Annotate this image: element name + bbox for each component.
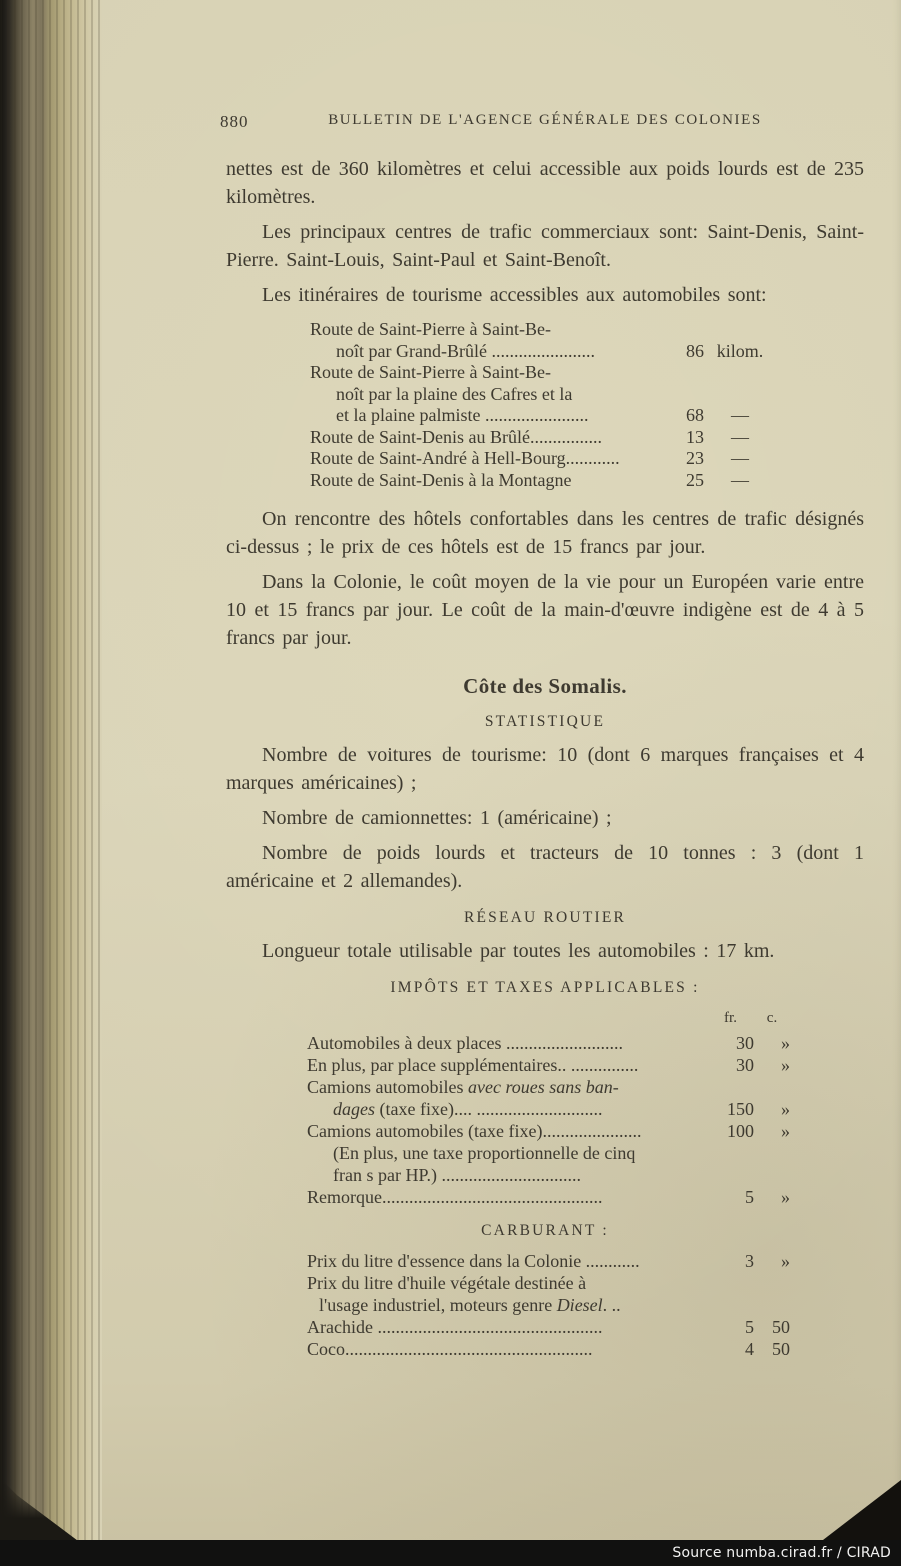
route-label xyxy=(310,470,662,492)
book-binding-edge xyxy=(0,0,102,1566)
route-row xyxy=(310,448,776,470)
fuel-centimes: 50 xyxy=(772,1339,790,1359)
route-row xyxy=(310,427,776,449)
tax-centimes: » xyxy=(781,1099,790,1119)
tax-note-row xyxy=(307,1142,790,1186)
tax-label: Remorque................................................. xyxy=(307,1187,603,1207)
running-title: BULLETIN DE L'AGENCE GÉNÉRALE DES COLONIES xyxy=(328,112,762,128)
tax-francs: 30 xyxy=(736,1055,754,1075)
route-line: noît par Grand-Brûlé ....................... xyxy=(336,340,595,361)
paragraph-hotels: On rencontre des hôtels confortables dans les centres de trafic désignés ci-dessus ; le prix de ces hôtels est de 15 francs par jour. xyxy=(226,508,864,558)
tax-centimes: » xyxy=(781,1055,790,1075)
route-unit: — xyxy=(731,469,749,490)
tax-centimes: » xyxy=(781,1033,790,1053)
route-unit: — xyxy=(731,426,749,447)
route-unit: — xyxy=(731,448,749,468)
routes-list xyxy=(310,319,776,491)
route-distance: 68 xyxy=(686,405,704,425)
column-header-francs: fr. xyxy=(724,1010,737,1026)
route-line: Route de Saint-Pierre à Saint-Be- xyxy=(310,362,551,382)
page-content xyxy=(220,112,864,1360)
tax-francs: 100 xyxy=(727,1121,754,1141)
tax-note: (En plus, une taxe proportionnelle de cinq fran s par HP.) ............................... xyxy=(333,1143,636,1185)
fuel-label: Arachide .................................................. xyxy=(307,1317,603,1337)
tax-label: Camions automobiles (taxe fixe)...................... xyxy=(307,1121,642,1141)
tax-label: Automobiles à deux places .......................... xyxy=(307,1033,623,1053)
tax-row xyxy=(307,1076,790,1120)
tax-row xyxy=(307,1120,790,1142)
route-row xyxy=(310,319,776,362)
subheading-statistique: STATISTIQUE xyxy=(484,713,606,730)
paragraph-continuation: nettes est de 360 kilomètres et celui accessible aux poids lourds est de 235 kilomètres. xyxy=(226,158,864,208)
fuel-centimes: 50 xyxy=(772,1317,790,1337)
route-label xyxy=(310,319,662,362)
route-distance: 86 xyxy=(686,340,704,361)
fuel-label: Coco....................................................... xyxy=(307,1339,593,1359)
book-cover-corner-right xyxy=(823,1480,901,1540)
taxes-table-header xyxy=(307,1007,790,1029)
route-row xyxy=(310,362,776,427)
source-attribution: Source numba.cirad.fr / CIRAD xyxy=(0,1540,901,1566)
subheading-carburant: CARBURANT : xyxy=(481,1222,609,1239)
subheading-impots-taxes: IMPÔTS ET TAXES APPLICABLES : xyxy=(390,979,700,996)
tax-francs: 30 xyxy=(736,1033,754,1053)
tax-label: Camions automobiles avec roues sans ban- dages (taxe fixe).... ............................ xyxy=(307,1077,619,1119)
route-row xyxy=(310,470,776,492)
route-distance: 13 xyxy=(686,426,704,447)
fuel-row xyxy=(307,1250,790,1272)
paragraph-longueur-reseau: Longueur totale utilisable par toutes les automobiles : 17 km. xyxy=(262,940,775,962)
section-title-cote-des-somalis: Côte des Somalis. xyxy=(463,674,627,698)
route-line: Route de Saint-Pierre à Saint-Be- xyxy=(310,319,551,339)
fuel-francs: 3 xyxy=(745,1251,754,1271)
taxes-table xyxy=(307,1007,790,1208)
route-line: Route de Saint-Denis à la Montagne xyxy=(310,469,572,490)
tax-centimes: » xyxy=(781,1121,790,1141)
carburant-table xyxy=(307,1250,790,1360)
column-header-centimes: c. xyxy=(766,1010,778,1026)
paragraph-itineraires: Les itinéraires de tourisme accessibles aux automobiles sont: xyxy=(262,284,767,306)
tax-label: En plus, par place supplémentaires.. ............... xyxy=(307,1055,639,1075)
route-distance: 25 xyxy=(686,469,704,490)
route-unit: kilom. xyxy=(716,340,764,361)
route-distance: 23 xyxy=(686,448,704,468)
route-line: et la plaine palmiste ....................... xyxy=(336,405,589,425)
page-header xyxy=(220,112,864,131)
tax-row xyxy=(307,1054,790,1076)
route-label xyxy=(310,448,662,470)
tax-row xyxy=(307,1032,790,1054)
fuel-centimes: » xyxy=(781,1251,790,1271)
tax-centimes: » xyxy=(781,1187,790,1207)
route-line: Route de Saint-André à Hell-Bourg............ xyxy=(310,448,620,468)
fuel-note-row xyxy=(307,1272,790,1316)
fuel-francs: 5 xyxy=(745,1317,754,1337)
fuel-row xyxy=(307,1338,790,1360)
paragraph-centres-trafic: Les principaux centres de trafic commerciaux sont: Saint-Denis, Saint-Pierre. Saint-Louis, Saint-Paul et Saint-Benoît. xyxy=(226,221,864,271)
tax-row xyxy=(307,1186,790,1208)
paragraph-stat-camionnettes: Nombre de camionnettes: 1 (américaine) ; xyxy=(262,807,612,829)
fuel-francs: 4 xyxy=(745,1339,754,1359)
tax-francs: 150 xyxy=(727,1099,754,1119)
fuel-label: Prix du litre d'huile végétale destinée à l'usage industriel, moteurs genre Diesel. .. xyxy=(307,1273,621,1315)
paragraph-stat-poids-lourds: Nombre de poids lourds et tracteurs de 10 tonnes : 3 (dont 1 américaine et 2 allemandes). xyxy=(226,842,864,892)
paragraph-cout-de-vie: Dans la Colonie, le coût moyen de la vie pour un Européen varie entre 10 et 15 francs par jour. Le coût de la main-d'œuvre indigène est de 4 à 5 francs par jour. xyxy=(226,571,864,649)
tax-francs: 5 xyxy=(745,1187,754,1207)
route-line: Route de Saint-Denis au Brûlé................ xyxy=(310,426,602,447)
paragraph-stat-voitures: Nombre de voitures de tourisme: 10 (dont 6 marques françaises et 4 marques américaines) ; xyxy=(226,744,864,794)
route-label xyxy=(310,362,662,427)
fuel-label: Prix du litre d'essence dans la Colonie ............ xyxy=(307,1251,640,1271)
route-unit: — xyxy=(731,405,749,425)
route-label xyxy=(310,427,662,449)
page-number: 880 xyxy=(220,112,249,131)
fuel-row xyxy=(307,1316,790,1338)
route-line: noît par la plaine des Cafres et la xyxy=(336,383,573,404)
subheading-reseau-routier: RÉSEAU ROUTIER xyxy=(463,909,627,926)
